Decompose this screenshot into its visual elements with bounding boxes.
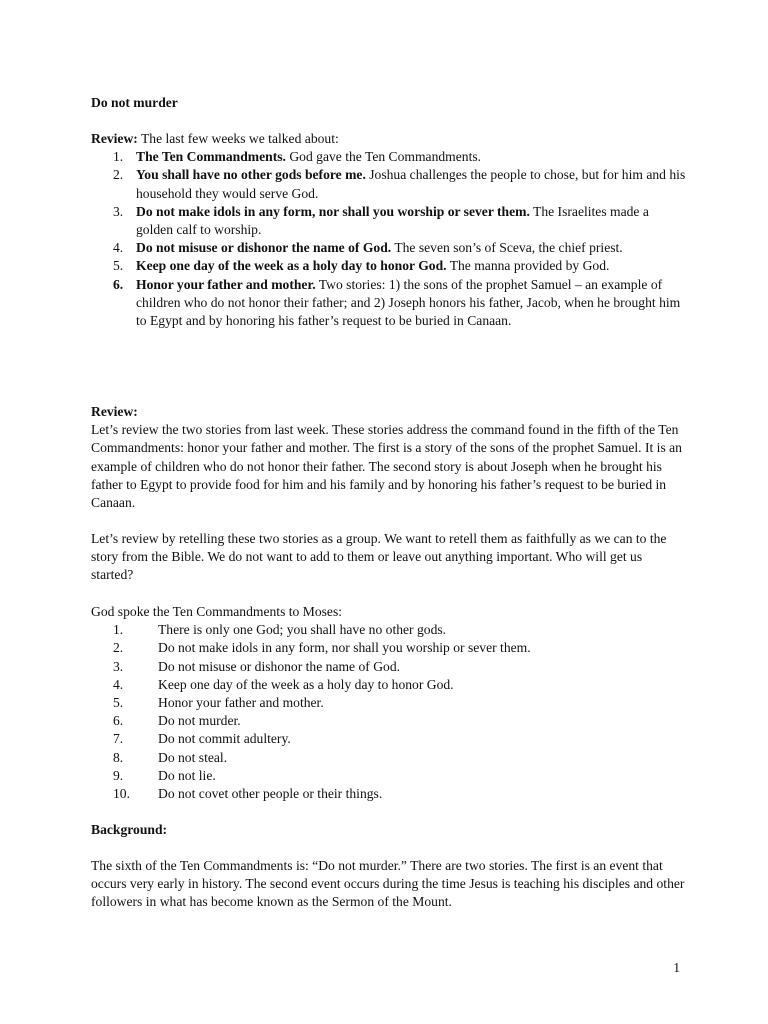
item-text: There is only one God; you shall have no other gods. — [158, 622, 447, 638]
list-number: 4. — [113, 676, 124, 692]
list-item — [91, 621, 687, 639]
background-heading: Background: — [91, 822, 168, 837]
list-item — [91, 694, 687, 712]
list-number: 5. — [113, 695, 124, 711]
commandments-intro: God spoke the Ten Commandments to Moses: — [91, 604, 343, 619]
review-label: Review: — [91, 131, 138, 146]
list-number: 1. — [113, 622, 124, 638]
commandments-list — [91, 621, 687, 803]
item-text: Do not murder. — [158, 713, 241, 729]
item-text: Joshua challenges the people to chose, but for him and his household they would serve God. — [136, 167, 686, 201]
page-number: 1 — [673, 960, 680, 975]
background-paragraph: The sixth of the Ten Commandments is: “Do not murder.” There are two stories. The first is an event that occurs very early in history. The second event occurs during the time Jesus is teaching his disciples and other followers in what has become known as the Sermon of the Mount. — [91, 858, 685, 910]
item-text: The seven son’s of Sceva, the chief priest. — [391, 240, 623, 256]
list-item — [91, 785, 687, 803]
item-bold-text: You shall have no other gods before me. — [136, 167, 366, 183]
list-item — [91, 639, 687, 657]
list-item — [91, 658, 687, 676]
item-text: Do not steal. — [158, 749, 228, 765]
review-intro-text: The last few weeks we talked about: — [137, 131, 339, 146]
list-number: 4. — [113, 240, 124, 256]
list-number: 3. — [113, 658, 124, 674]
review-section — [91, 130, 687, 330]
background-section — [91, 857, 687, 912]
list-item — [91, 767, 687, 785]
list-number: 1. — [113, 149, 124, 165]
document-title: Do not murder — [91, 95, 178, 110]
item-text: Do not make idols in any form, nor shall you worship or sever them. — [158, 640, 531, 656]
list-number: 7. — [113, 731, 124, 747]
list-item — [91, 730, 687, 748]
commandments-section — [91, 603, 687, 803]
list-number: 10. — [113, 786, 130, 802]
list-number: 3. — [113, 203, 124, 219]
item-text: Do not misuse or dishonor the name of God. — [158, 658, 401, 674]
list-number: 5. — [113, 258, 124, 274]
item-bold-text: Honor your father and mother. — [136, 276, 316, 292]
list-number: 2. — [113, 640, 124, 656]
list-number: 8. — [113, 749, 124, 765]
review-stories-section — [91, 403, 687, 512]
list-item — [91, 749, 687, 767]
item-bold-text: Do not misuse or dishonor the name of God. — [136, 240, 392, 256]
item-text: Do not commit adultery. — [158, 731, 291, 747]
item-text: Do not covet other people or their things. — [158, 786, 383, 802]
list-item — [91, 166, 687, 202]
list-item — [91, 276, 687, 331]
retell-paragraph: Let’s review by retelling these two stories as a group. We want to retell them as faithfully as we can to the story from the Bible. We do not want to add to them or leave out anything important. Who will get us started? — [91, 531, 667, 583]
list-item — [91, 676, 687, 694]
item-bold-text: Keep one day of the week as a holy day to honor God. — [136, 258, 447, 274]
list-item — [91, 257, 687, 275]
item-bold-text: Do not make idols in any form, nor shall you worship or sever them. — [136, 203, 530, 219]
item-text: The Israelites made a golden calf to worship. — [136, 203, 649, 238]
review-paragraph: Let’s review the two stories from last week. These stories address the command found in the fifth of the Ten Commandments: honor your father and mother. The first is a story of the sons of the prophet Samuel. It is an example of children who do not honor their father. The second story is about Joseph when he brought his father to Egypt to provide food for him and his family and by honoring his father’s request to be buried in Canaan. — [91, 422, 682, 511]
review-list — [91, 148, 687, 330]
list-item — [91, 203, 687, 239]
list-number: 6. — [113, 276, 124, 292]
retell-section — [91, 530, 687, 585]
list-item — [91, 712, 687, 730]
list-item — [91, 239, 687, 257]
item-text: Keep one day of the week as a holy day to honor God. — [158, 676, 454, 692]
list-number: 9. — [113, 767, 124, 783]
list-number: 2. — [113, 167, 124, 183]
list-item — [91, 148, 687, 166]
list-number: 6. — [113, 713, 124, 729]
item-text: God gave the Ten Commandments. — [285, 149, 482, 165]
review-intro — [91, 130, 687, 148]
item-text: Honor your father and mother. — [158, 695, 324, 711]
item-bold-text: The Ten Commandments. — [136, 149, 286, 165]
item-text: Two stories: 1) the sons of the prophet Samuel – an example of children who do not honor their father; and 2) Joseph honors his father, Jacob, when he brought him to Egypt and by honoring his father’s request to be buried in Canaan. — [136, 276, 681, 329]
review-heading: Review: — [91, 404, 138, 419]
item-text: The manna provided by God. — [446, 258, 610, 274]
item-text: Do not lie. — [158, 767, 216, 783]
